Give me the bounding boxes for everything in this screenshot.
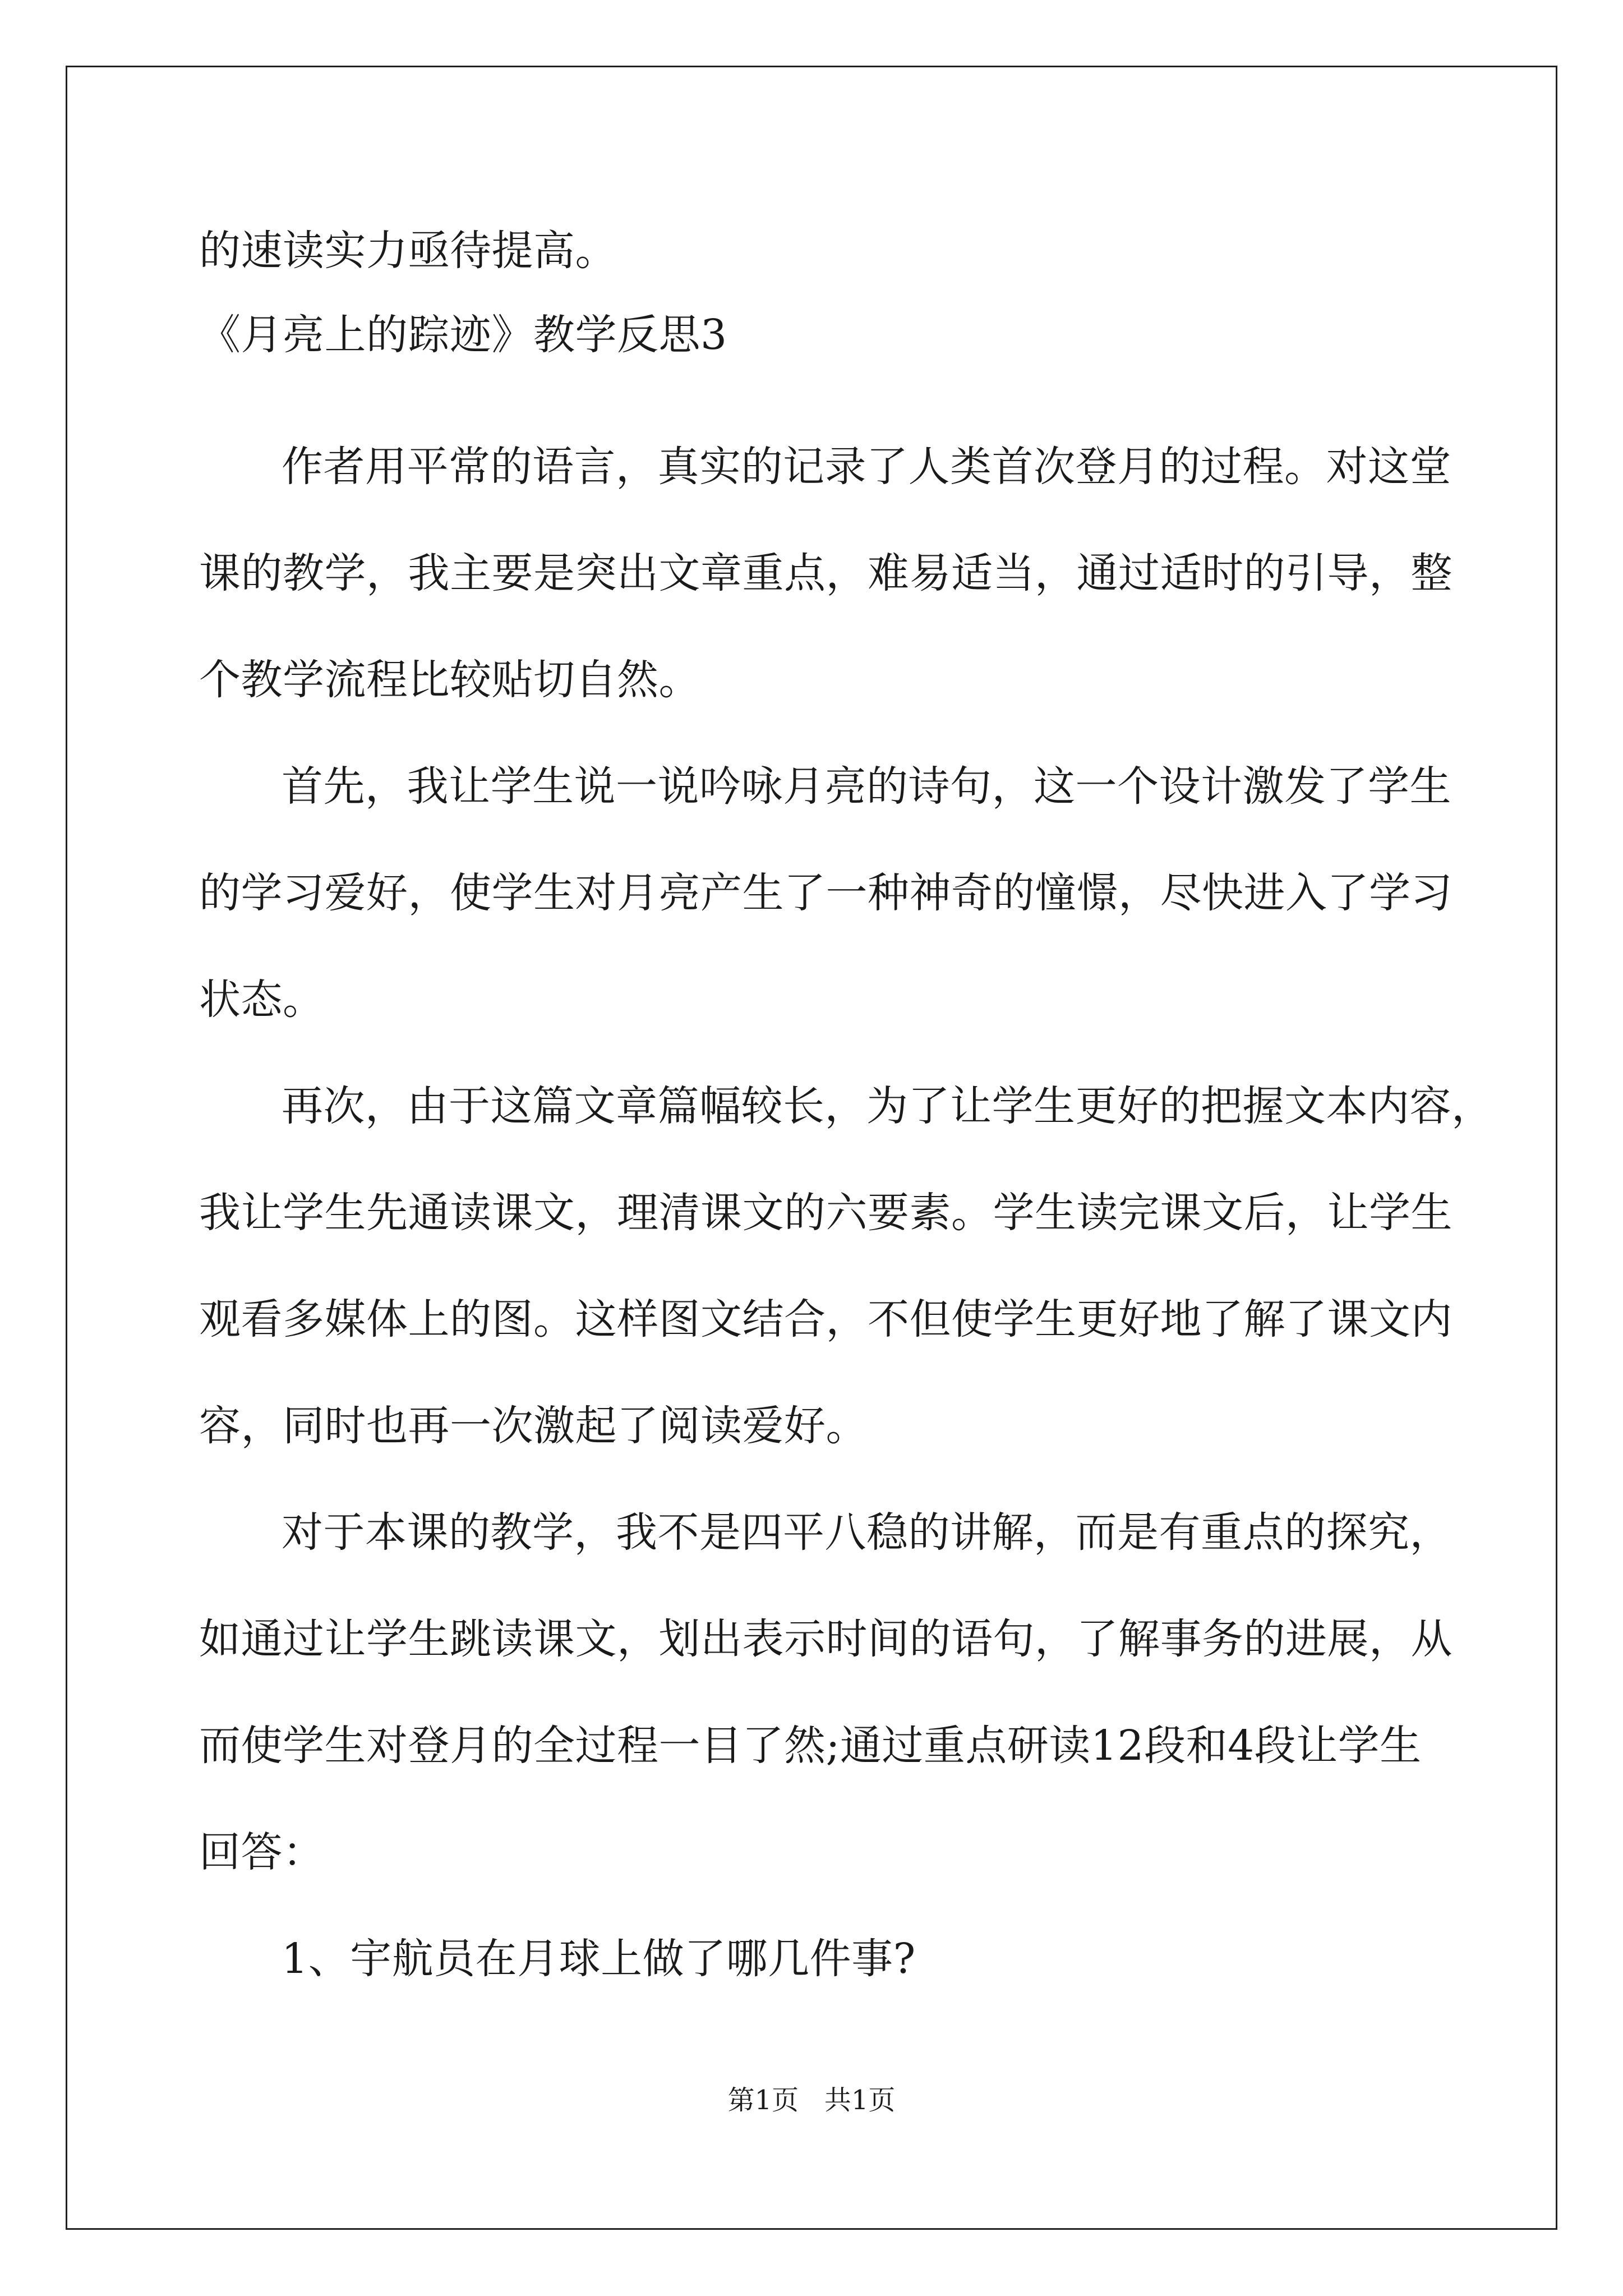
body-line: 再次，由于这篇文章篇幅较长，为了让学生更好的把握文本内容， [282, 1082, 1493, 1130]
body-line: 状态。 [199, 976, 325, 1024]
body-line: 个教学流程比较贴切自然。 [199, 656, 700, 704]
section-title: 《月亮上的踪迹》教学反思3 [199, 311, 727, 359]
page-border [66, 66, 1557, 2230]
body-line: 而使学生对登月的全过程一目了然;通过重点研读12段和4段让学生 [199, 1722, 1422, 1770]
list-item: 1、宇航员在月球上做了哪几件事? [282, 1935, 916, 1983]
body-line: 课的教学，我主要是突出文章重点，难易适当，通过适时的引导，整 [199, 549, 1453, 597]
body-line: 我让学生先通读课文，理清课文的六要素。学生读完课文后，让学生 [199, 1189, 1453, 1237]
body-line: 如通过让学生跳读课文，划出表示时间的语句，了解事务的进展，从 [199, 1615, 1453, 1663]
body-line: 首先，我让学生说一说吟咏月亮的诗句，这一个设计激发了学生 [282, 762, 1451, 811]
body-line: 作者用平常的语言，真实的记录了人类首次登月的过程。对这堂 [282, 443, 1451, 491]
body-line: 容，同时也再一次激起了阅读爱好。 [199, 1402, 868, 1450]
body-line: 的学习爱好，使学生对月亮产生了一种神奇的憧憬，尽快进入了学习 [199, 869, 1453, 917]
body-line: 回答： [199, 1828, 325, 1876]
page-number: 第1页 共1页 [727, 2085, 896, 2116]
body-line: 对于本课的教学，我不是四平八稳的讲解，而是有重点的探究， [282, 1508, 1451, 1557]
body-line: 的速读实力亟待提高。 [199, 227, 617, 275]
body-line: 观看多媒体上的图。这样图文结合，不但使学生更好地了解了课文内 [199, 1295, 1453, 1343]
